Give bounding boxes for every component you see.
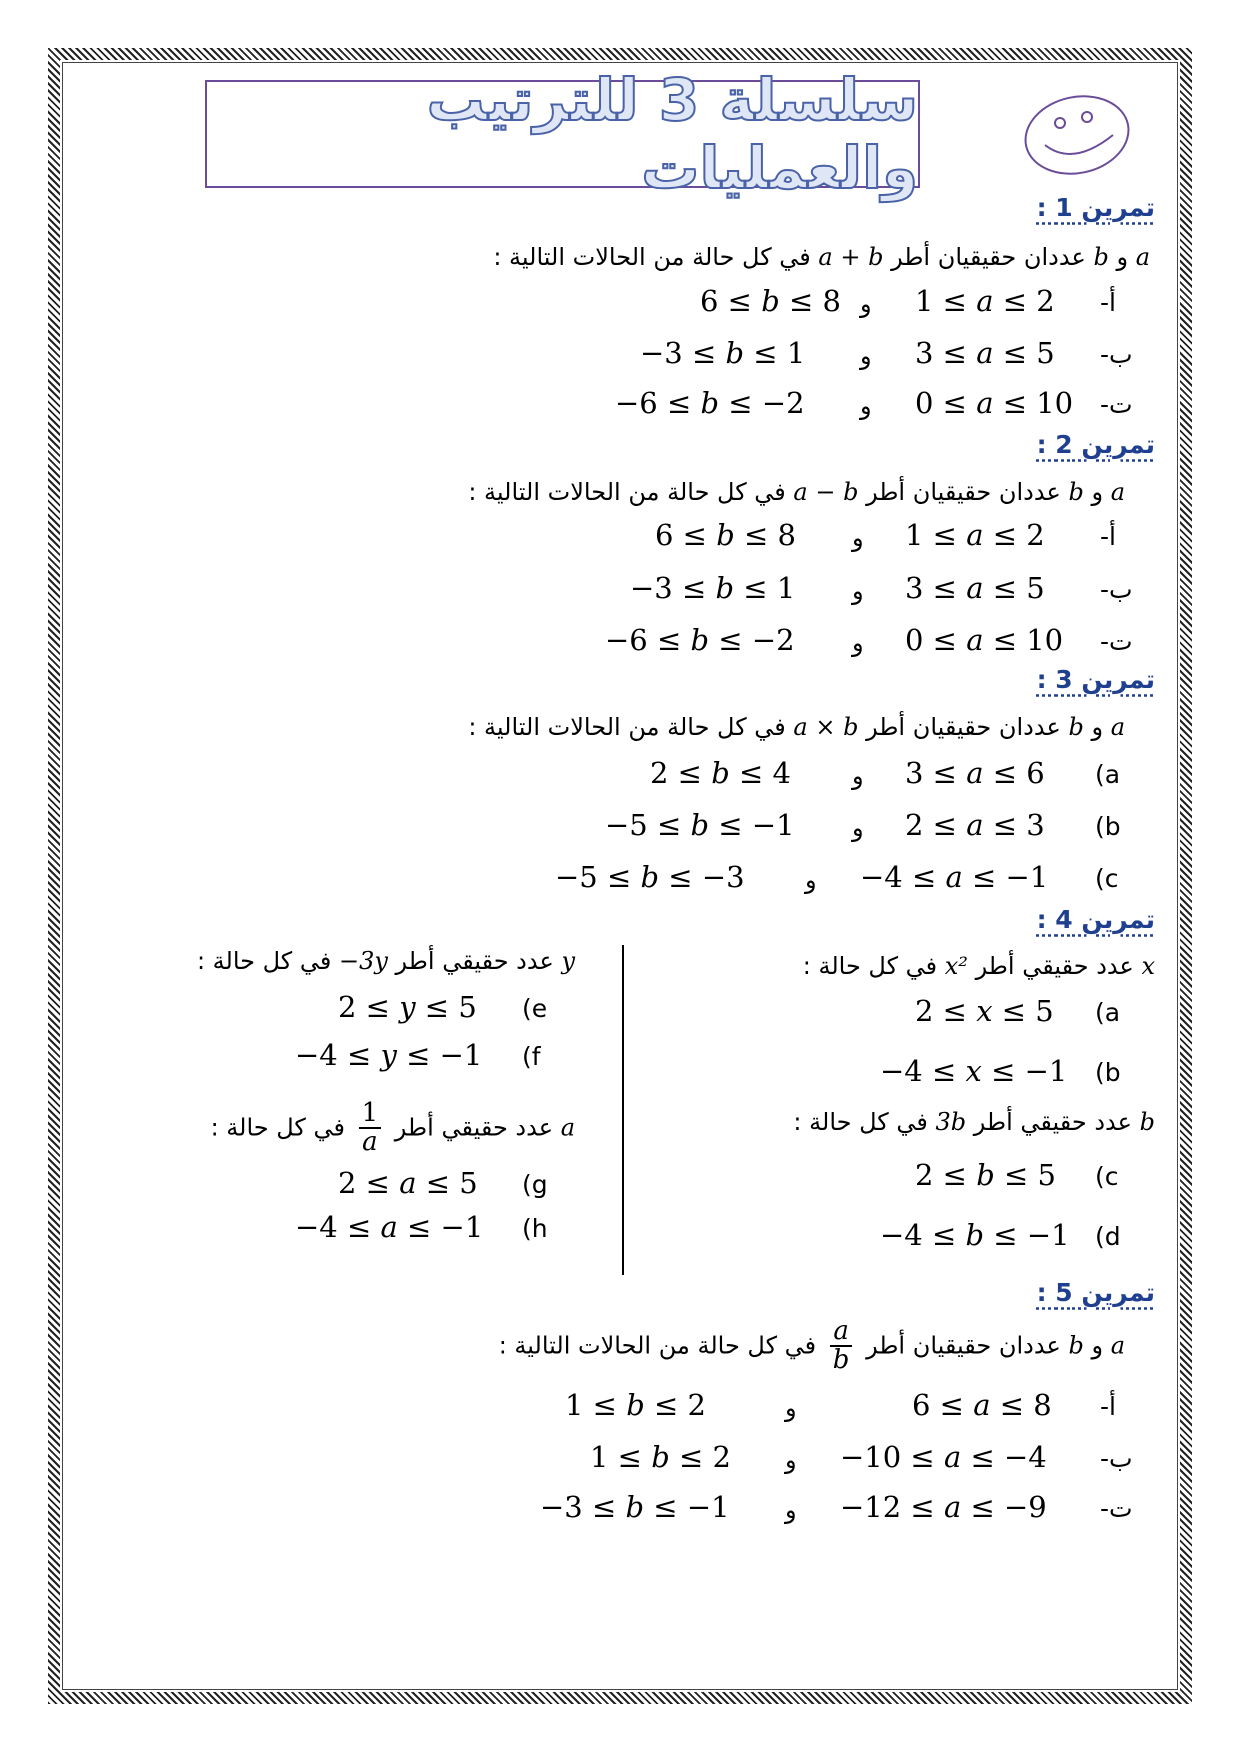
row-label: (f (522, 1042, 541, 1071)
b-inequality: 6 ≤ b ≤ 8 (700, 284, 841, 318)
expression: a − b (793, 478, 859, 506)
row-label: (a (1095, 760, 1121, 789)
var-a: a (1110, 713, 1125, 741)
statement-text: عددان حقيقيان أطر (891, 243, 1086, 271)
exercise-3-statement (468, 713, 1125, 741)
and-word: و (1091, 713, 1104, 741)
var-a: a (1110, 1331, 1125, 1360)
var-b: b (1093, 243, 1109, 271)
a-inequality: 2 ≤ a ≤ 3 (905, 808, 1045, 842)
statement-text: عدد حقيقي أطر (973, 1108, 1132, 1136)
statement-text-end: في كل حالة : (802, 952, 938, 980)
statement-text: عددان حقيقيان أطر (866, 478, 1061, 506)
a-inequality: −12 ≤ a ≤ −9 (840, 1490, 1047, 1524)
title-box (205, 66, 920, 202)
exercise-2-heading: تمرين 2 : (1036, 430, 1155, 459)
b-inequality: −5 ≤ b ≤ −3 (555, 860, 745, 894)
expression: −3y (338, 947, 388, 975)
var-a: a (560, 1113, 575, 1142)
row-label: ت- (1100, 1494, 1133, 1523)
row-label: ت- (1100, 627, 1133, 656)
one-over-a-fraction (359, 1100, 382, 1157)
and-word: و (785, 1446, 797, 1474)
exercise-5-statement (499, 1318, 1125, 1375)
var-b: b (1068, 1331, 1084, 1360)
column-divider (622, 945, 624, 1275)
row-label: (b (1095, 1058, 1121, 1087)
exercise-4-heading: تمرين 4 : (1036, 905, 1155, 934)
statement-text: عدد حقيقي أطر (395, 947, 554, 975)
statement-text-end: في كل حالة : (210, 1113, 345, 1142)
and-word: و (852, 524, 864, 552)
b-inequality: −3 ≤ b ≤ 1 (630, 571, 796, 605)
x-inequality: −4 ≤ x ≤ −1 (880, 1054, 1068, 1088)
row-label: ب- (1100, 340, 1133, 369)
a-inequality: 1 ≤ a ≤ 2 (915, 284, 1055, 318)
and-word: و (1116, 243, 1129, 271)
a-inequality: 6 ≤ a ≤ 8 (912, 1388, 1052, 1422)
fraction-numerator: 1 (359, 1100, 382, 1129)
row-label: (c (1095, 1162, 1119, 1191)
row-label: (d (1095, 1222, 1121, 1251)
and-word: و (852, 629, 864, 657)
a-inequality: −10 ≤ a ≤ −4 (840, 1440, 1047, 1474)
statement-text: عدد حقيقي أطر (975, 952, 1134, 980)
exercise-4-a-statement (211, 1100, 575, 1157)
a-inequality: 3 ≤ a ≤ 6 (905, 756, 1045, 790)
var-a: a (1110, 478, 1125, 506)
a-inequality: 2 ≤ a ≤ 5 (338, 1166, 478, 1200)
row-label: ت- (1100, 390, 1133, 419)
exercise-4-x-statement (803, 952, 1155, 980)
exercise-2-statement (468, 478, 1125, 506)
smiley-icon (1015, 85, 1145, 185)
and-word: و (852, 814, 864, 842)
exercise-1-statement (493, 243, 1150, 271)
b-inequality: −6 ≤ b ≤ −2 (615, 386, 805, 420)
and-word: و (860, 342, 872, 370)
b-inequality: −6 ≤ b ≤ −2 (605, 623, 795, 657)
statement-text-end: في كل حالة من الحالات التالية : (468, 713, 786, 741)
statement-text-end: في كل حالة من الحالات التالية : (498, 1331, 817, 1360)
and-word: و (1091, 1331, 1104, 1360)
row-label: أ- (1100, 1392, 1116, 1421)
and-word: و (852, 762, 864, 790)
fraction-denominator: a (362, 1127, 378, 1158)
statement-text: عددان حقيقيان أطر (866, 713, 1061, 741)
expression: x² (944, 952, 968, 980)
var-b: b (1139, 1108, 1155, 1136)
and-word: و (785, 1394, 797, 1422)
a-inequality: 0 ≤ a ≤ 10 (905, 623, 1064, 657)
b-inequality: 6 ≤ b ≤ 8 (655, 518, 796, 552)
row-label: (b (1095, 812, 1121, 841)
row-label: (h (522, 1214, 548, 1243)
row-label: (c (1095, 864, 1119, 893)
var-b: b (1068, 478, 1084, 506)
fraction-denominator: b (832, 1345, 850, 1376)
exercise-5-heading: تمرين 5 : (1036, 1278, 1155, 1307)
b-inequality: −5 ≤ b ≤ −1 (605, 808, 795, 842)
statement-text: عدد حقيقي أطر (394, 1113, 554, 1142)
row-label: أ- (1100, 288, 1116, 317)
and-word: و (785, 1496, 797, 1524)
and-word: و (1091, 478, 1104, 506)
x-inequality: 2 ≤ x ≤ 5 (915, 994, 1054, 1028)
page-title: سلسلة 3 للترتيب والعمليات (426, 66, 918, 202)
b-inequality: 2 ≤ b ≤ 4 (650, 756, 791, 790)
row-label: أ- (1100, 522, 1116, 551)
b-inequality: −4 ≤ b ≤ −1 (880, 1218, 1070, 1252)
exercise-1-heading: تمرين 1 : (1036, 193, 1155, 222)
statement-text-end: في كل حالة : (196, 947, 332, 975)
b-inequality: 1 ≤ b ≤ 2 (590, 1440, 731, 1474)
a-inequality: 3 ≤ a ≤ 5 (905, 571, 1045, 605)
y-inequality: 2 ≤ y ≤ 5 (338, 990, 477, 1024)
b-inequality: 1 ≤ b ≤ 2 (565, 1388, 706, 1422)
statement-text-end: في كل حالة من الحالات التالية : (493, 243, 811, 271)
var-x: x (1141, 952, 1155, 980)
and-word: و (852, 577, 864, 605)
a-inequality: −4 ≤ a ≤ −1 (860, 860, 1049, 894)
exercise-4-y-statement (197, 947, 575, 975)
var-a: a (1135, 243, 1150, 271)
expression: a + b (818, 243, 884, 271)
row-label: ب- (1100, 1444, 1133, 1473)
b-inequality: −3 ≤ b ≤ 1 (640, 336, 806, 370)
exercise-3-heading: تمرين 3 : (1036, 665, 1155, 694)
exercise-4-b-statement (793, 1108, 1155, 1136)
a-inequality: 0 ≤ a ≤ 10 (915, 386, 1074, 420)
expression: a × b (793, 713, 859, 741)
a-inequality: −4 ≤ a ≤ −1 (295, 1210, 484, 1244)
row-label: (a (1095, 998, 1121, 1027)
statement-text-end: في كل حالة من الحالات التالية : (468, 478, 786, 506)
row-label: (e (522, 994, 548, 1023)
and-word: و (805, 866, 817, 894)
statement-text: عددان حقيقيان أطر (866, 1331, 1061, 1360)
fraction-numerator: a (830, 1318, 853, 1347)
var-b: b (1068, 713, 1084, 741)
and-word: و (860, 290, 872, 318)
expression: 3b (935, 1108, 967, 1136)
statement-text-end: في كل حالة : (793, 1108, 928, 1136)
row-label: ب- (1100, 575, 1133, 604)
a-over-b-fraction (830, 1318, 853, 1375)
b-inequality: −3 ≤ b ≤ −1 (540, 1490, 730, 1524)
y-inequality: −4 ≤ y ≤ −1 (295, 1038, 483, 1072)
row-label: (g (522, 1170, 548, 1199)
a-inequality: 1 ≤ a ≤ 2 (905, 518, 1045, 552)
b-inequality: 2 ≤ b ≤ 5 (915, 1158, 1056, 1192)
var-y: y (561, 947, 575, 975)
a-inequality: 3 ≤ a ≤ 5 (915, 336, 1055, 370)
and-word: و (860, 392, 872, 420)
